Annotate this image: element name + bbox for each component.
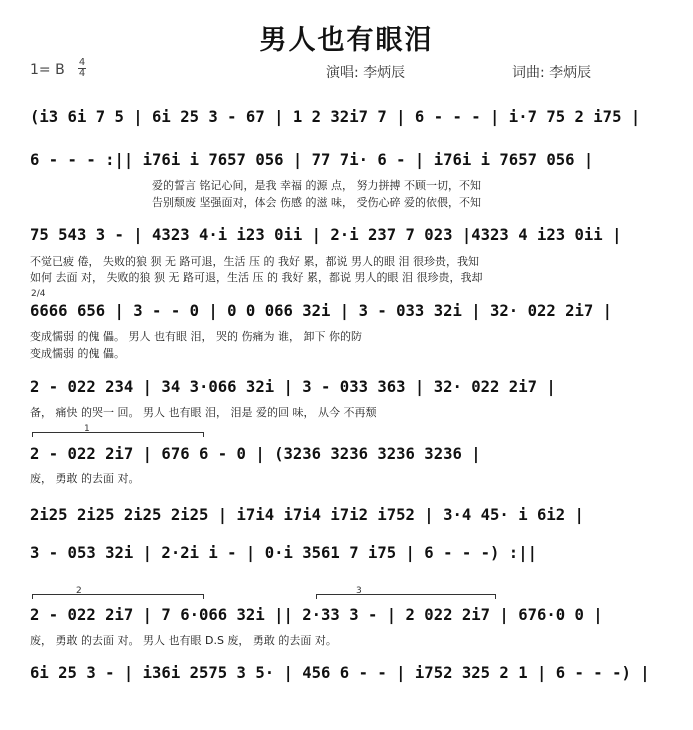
- lyric-line-3b: 如何 去面 对， 失败的狼 狈 无 路可退，生活 压 的 我好 累，都说 男人的眼 泪 很珍贵，我却: [30, 271, 483, 284]
- meter-change-marker: 2/4: [31, 289, 46, 299]
- singer-credit: 演唱: 李炳辰: [326, 65, 406, 81]
- score-line-8: 3 - 053 32i | 2·2i i - | 0·i 3561 7 i75 | 6 - - -) :||: [30, 544, 537, 562]
- time-signature-bottom: 4: [78, 68, 86, 79]
- writer-credit: 词曲: 李炳辰: [512, 65, 592, 81]
- volta-label-2: 2: [76, 586, 82, 596]
- volta-bracket-2: [32, 594, 204, 595]
- lyric-line-5: 备， 痛快 的哭一 回。 男人 也有眼 泪， 泪是 爱的回 味， 从今 不再颓: [30, 406, 377, 419]
- score-line-2: 6 - - - :|| i76i i 7657 056 | 77 7i· 6 - | i76i i 7657 056 |: [30, 151, 594, 169]
- volta-label-1: 1: [84, 424, 90, 434]
- time-signature: [78, 58, 86, 79]
- score-line-9: 2 - 022 2i7 | 7 6·066 32i || 2·33 3 - | 2 022 2i7 | 676·0 0 |: [30, 606, 603, 624]
- lyric-line-6: 废， 勇敢 的去面 对。: [30, 472, 140, 485]
- score-line-3: 75 543 3 - | 4323 4·i i23 0ii | 2·i 237 7 023 |4323 4 i23 0ii |: [30, 226, 622, 244]
- score-line-4: 6666 656 | 3 - - 0 | 0 0 066 32i | 3 - 033 32i | 32· 022 2i7 |: [30, 302, 613, 320]
- volta-bracket-3: [316, 594, 496, 595]
- lyric-line-4a: 变成懦弱 的傀 儡。 男人 也有眼 泪， 哭的 伤痛为 谁， 卸下 你的防: [30, 330, 362, 343]
- score-line-7: 2i25 2i25 2i25 2i25 | i7i4 i7i4 i7i2 i752 | 3·4 45· i 6i2 |: [30, 506, 584, 524]
- song-title: 男人也有眼泪: [259, 25, 434, 56]
- time-signature-top: 4: [78, 57, 86, 68]
- key-signature: 1= B: [30, 62, 65, 78]
- score-line-6: 2 - 022 2i7 | 676 6 - 0 | (3236 3236 3236 3236 |: [30, 445, 481, 463]
- lyric-line-2a: 爱的誓言 铭记心间，是我 幸福 的源 点， 努力拼搏 不顾一切，不知: [152, 179, 481, 192]
- volta-label-3: 3: [356, 586, 362, 596]
- lyric-line-2b: 告别颓废 坚强面对，体会 伤感 的滋 味， 受伤心碎 爱的依偎，不知: [152, 196, 481, 209]
- score-line-1: (i3 6i 7 5 | 6i 25 3 - 67 | 1 2 32i7 7 | 6 - - - | i·7 75 2 i75 |: [30, 108, 641, 126]
- lyric-line-4b: 变成懦弱 的傀 儡。: [30, 347, 125, 360]
- score-line-10: 6i 25 3 - | i36i 2575 3 5· | 456 6 - - | i752 325 2 1 | 6 - - -) |: [30, 664, 650, 682]
- volta-bracket-1: [32, 432, 204, 433]
- lyric-line-9: 废， 勇敢 的去面 对。 男人 也有眼 D.S 废， 勇敢 的去面 对。: [30, 634, 337, 647]
- lyric-line-3a: 不觉已疲 倦， 失败的狼 狈 无 路可退，生活 压 的 我好 累，都说 男人的眼 泪 很珍贵，我知: [30, 255, 479, 268]
- score-line-5: 2 - 022 234 | 34 3·066 32i | 3 - 033 363 | 32· 022 2i7 |: [30, 378, 556, 396]
